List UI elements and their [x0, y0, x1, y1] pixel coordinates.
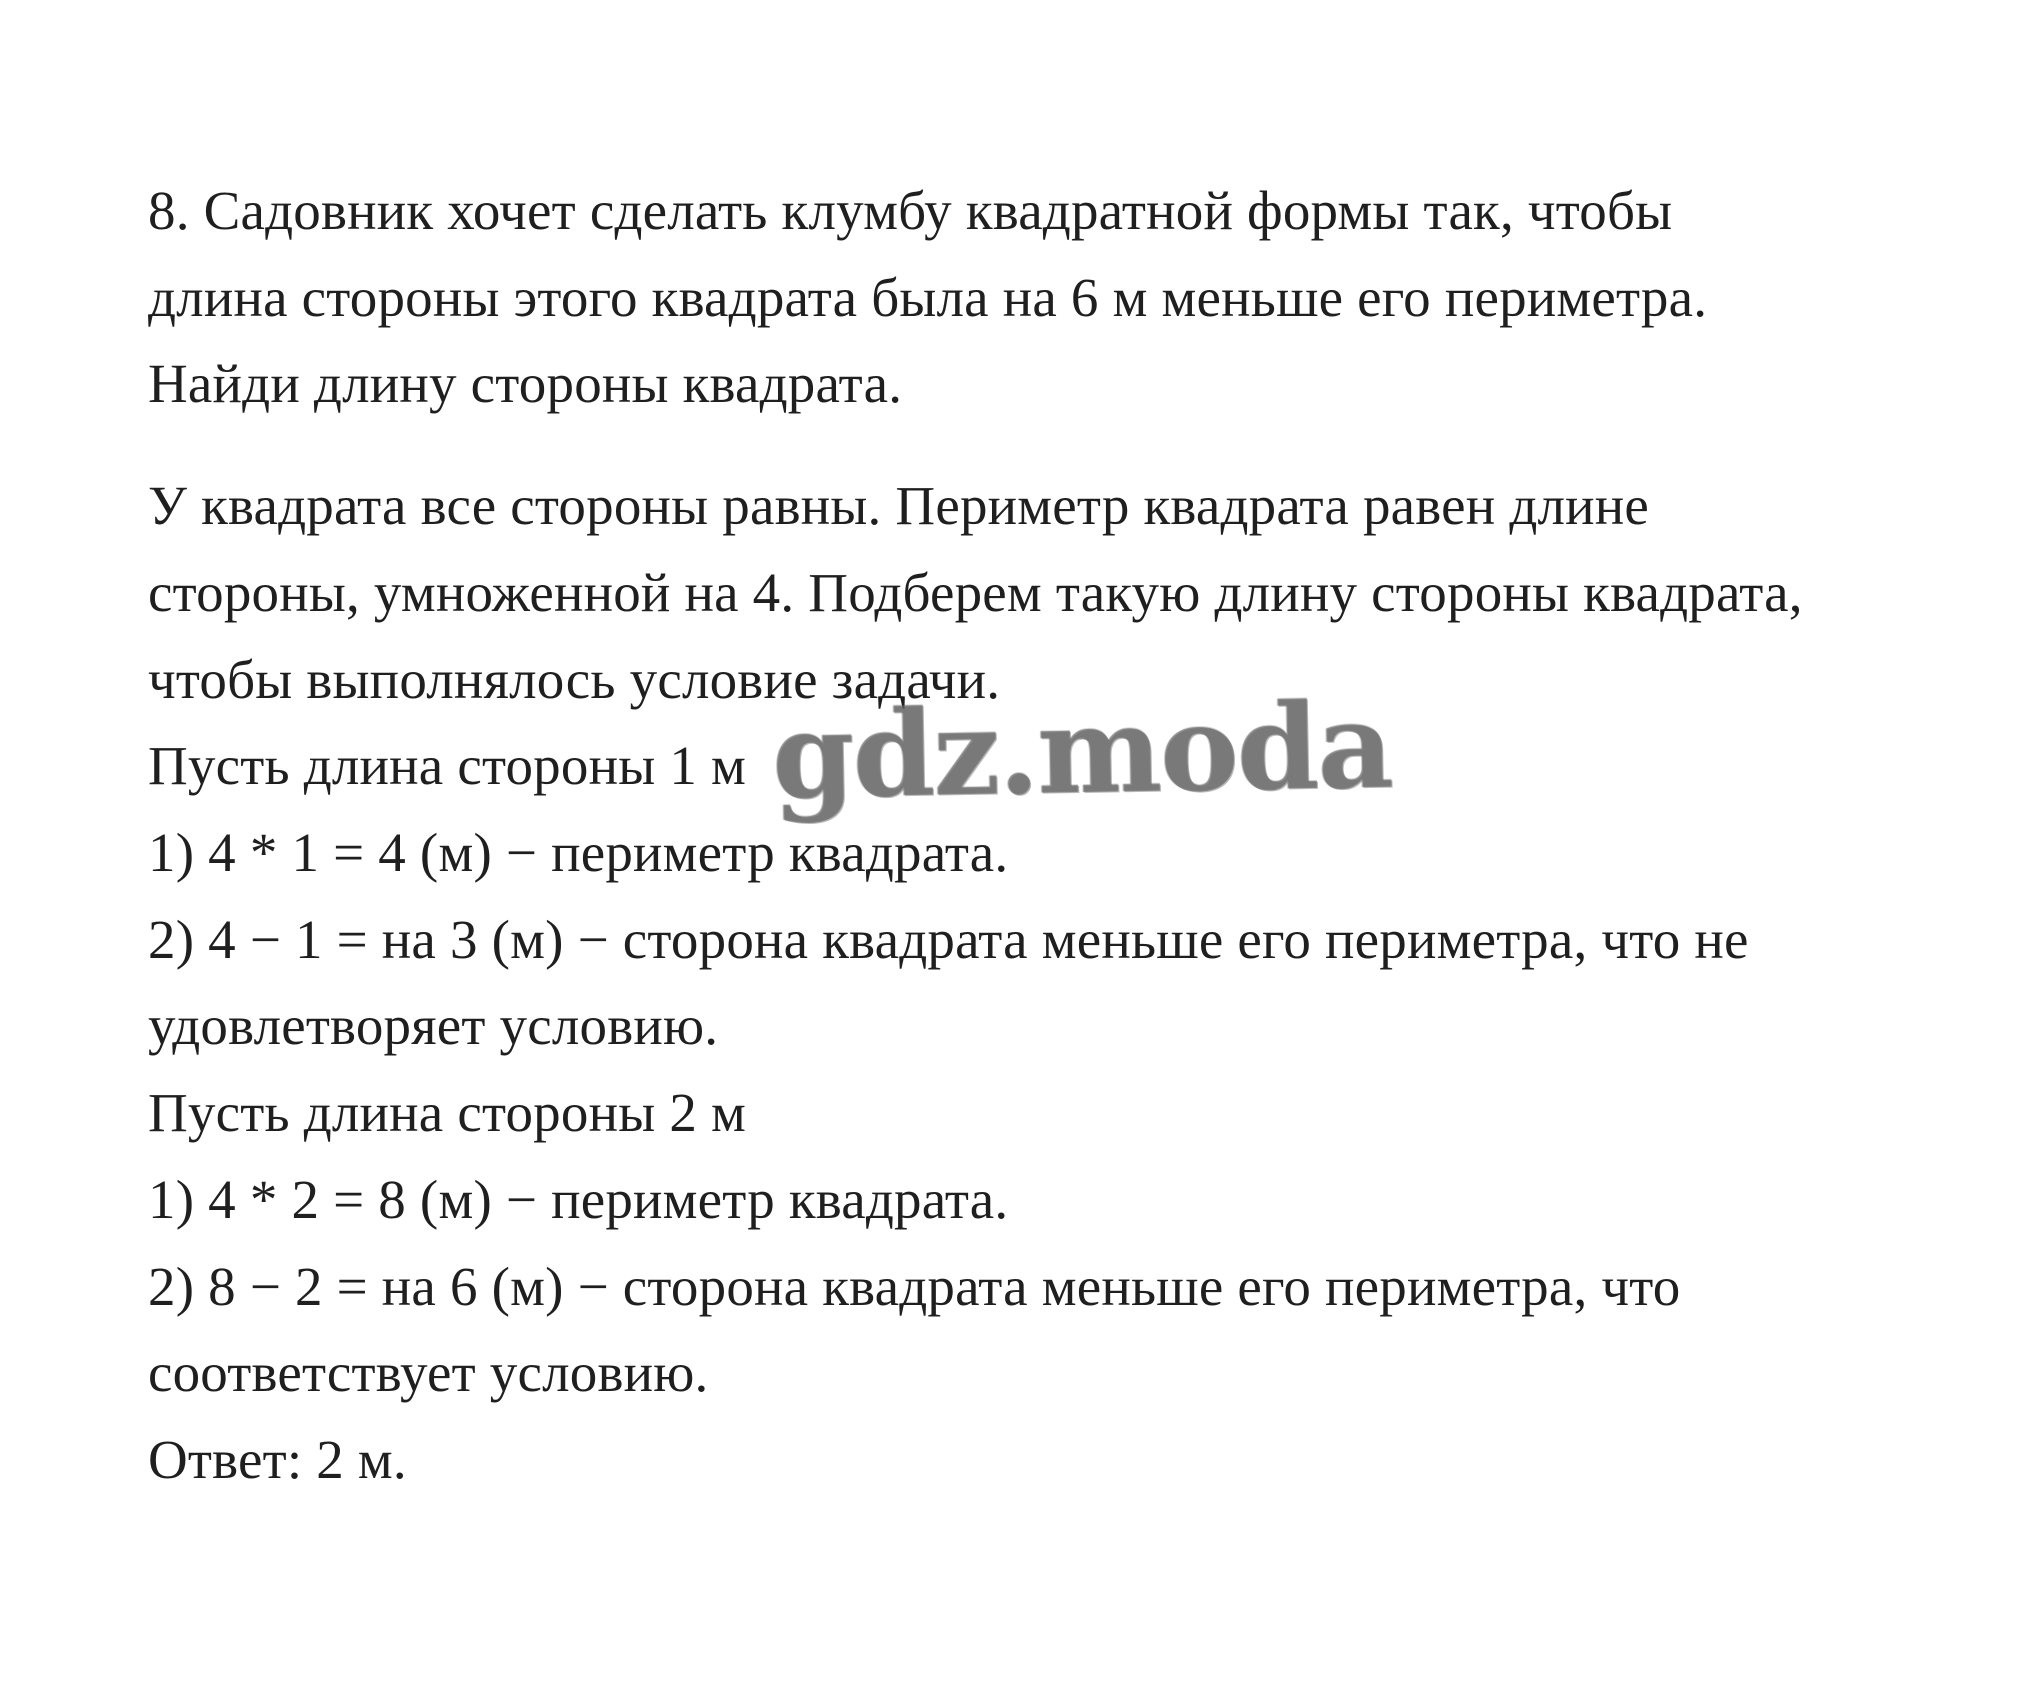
solution-line-4: Пусть длина стороны 1 м: [148, 735, 746, 796]
watermark-logo: gdz.moda: [770, 675, 1393, 826]
solution-line-9: 1) 4 * 2 = 8 (м) − периметр квадрата.: [148, 1169, 1009, 1230]
solution-line-5: 1) 4 * 1 = 4 (м) − периметр квадрата.: [148, 822, 1009, 883]
problem-line-2: длина стороны этого квадрата была на 6 м меньше его периметра.: [148, 267, 1708, 328]
problem-line-3: Найди длину стороны квадрата.: [148, 353, 903, 414]
solution-line-8: Пусть длина стороны 2 м: [148, 1082, 746, 1143]
solution-line-6: 2) 4 − 1 = на 3 (м) − сторона квадрата меньше его периметра, что не: [148, 909, 1749, 970]
solution-line-7: удовлетворяет условию.: [148, 995, 719, 1056]
solution-line-1: У квадрата все стороны равны. Периметр квадрата равен длине: [148, 475, 1650, 536]
solution-line-11: соответствует условию.: [148, 1342, 709, 1403]
problem-line-1: 8. Садовник хочет сделать клумбу квадратной формы так, чтобы: [148, 180, 1673, 241]
solution-line-10: 2) 8 − 2 = на 6 (м) − сторона квадрата меньше его периметра, что: [148, 1256, 1681, 1317]
solution-line-3: чтобы выполнялось условие задачи.: [148, 649, 1001, 710]
solution-line-2: стороны, умноженной на 4. Подберем такую длину стороны квадрата,: [148, 562, 1803, 623]
answer-line: Ответ: 2 м.: [148, 1429, 407, 1490]
